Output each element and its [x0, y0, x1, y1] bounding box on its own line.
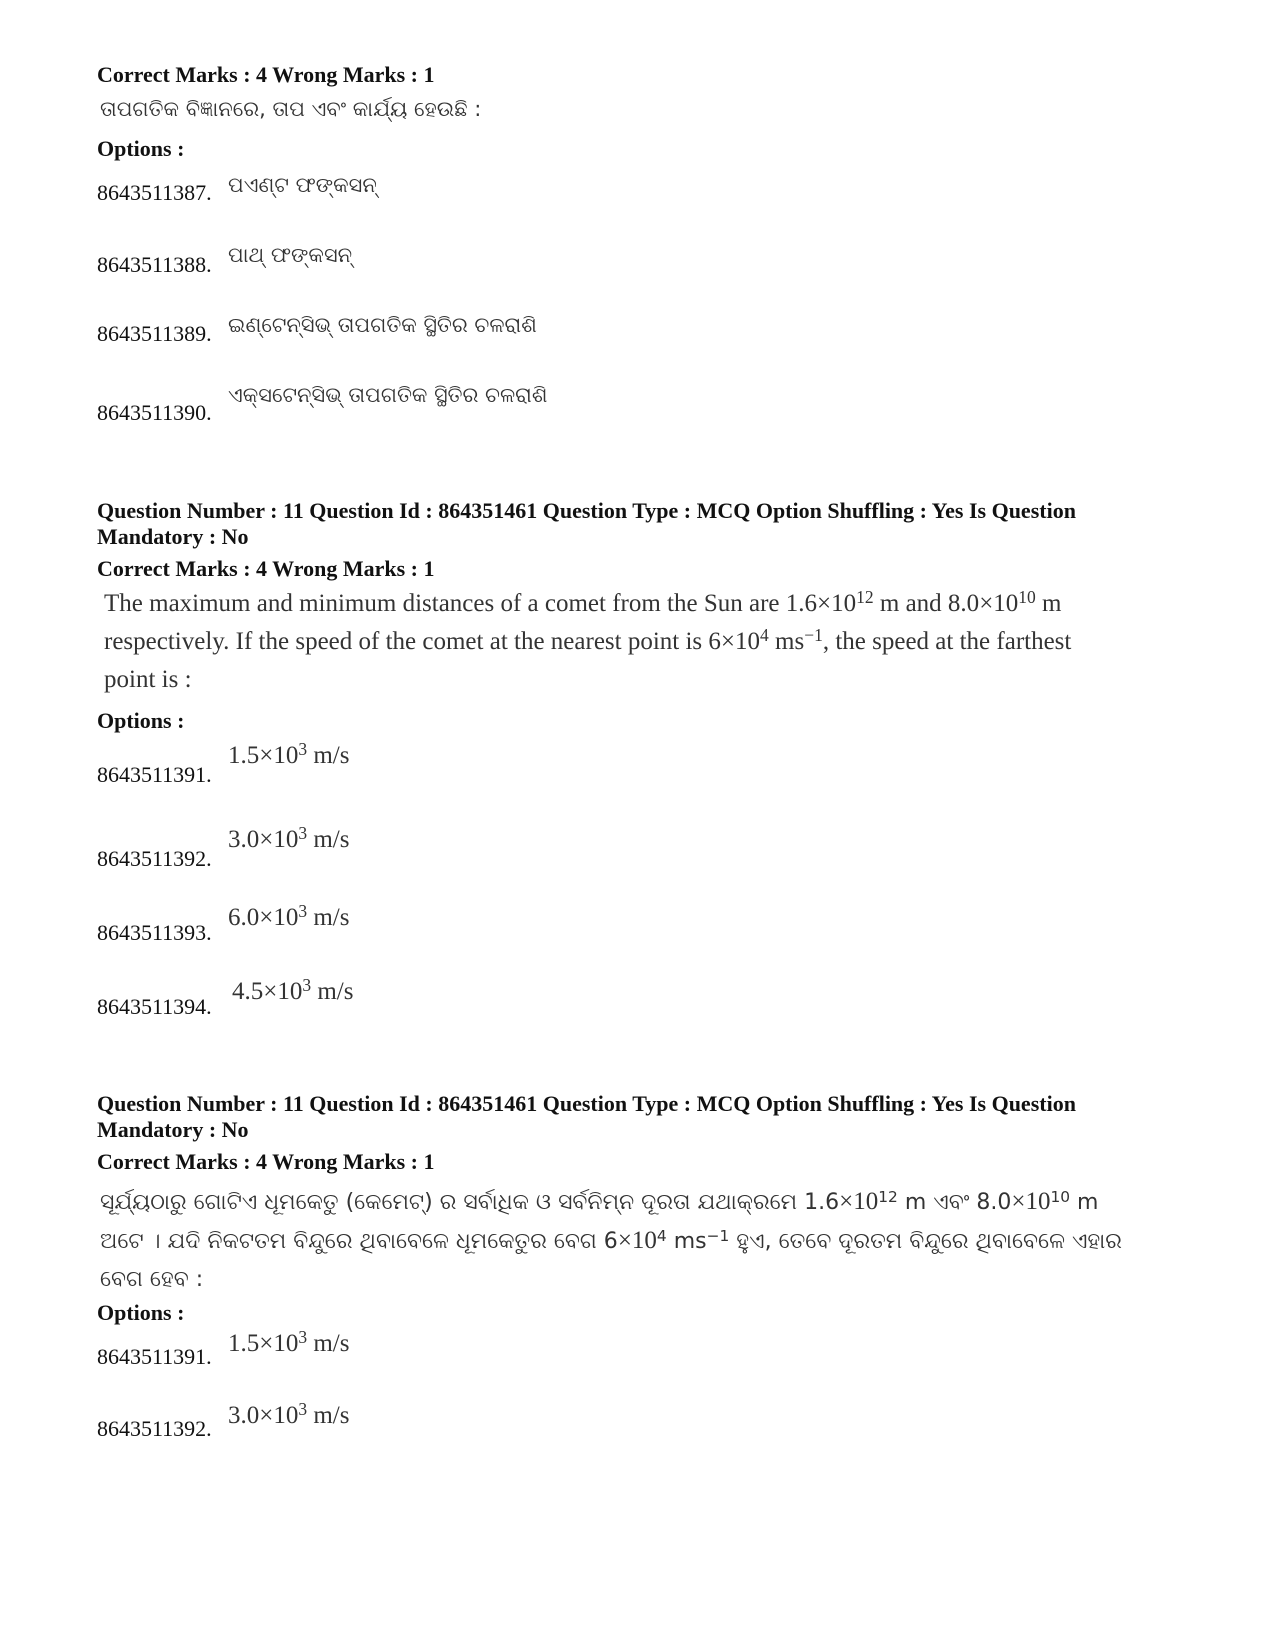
option-text: $1.5\times 10^3$ m/s [228, 1327, 350, 1357]
option-text: $3.0\times 10^3$ m/s [228, 1399, 350, 1429]
option-id: 8643511392. [97, 846, 212, 871]
option-text: ପାଥ୍ ଫଙ୍କସନ୍ [228, 243, 353, 267]
option-id: 8643511388. [97, 252, 212, 277]
option-id: 8643511389. [97, 321, 212, 346]
marks-line: Correct Marks : 4 Wrong Marks : 1 [97, 1149, 435, 1174]
option-text: $1.5\times 10^3$ m/s [228, 739, 350, 769]
question-header: Question Number : 11 Question Id : 864351461 Question Type : MCQ Option Shuffling : Yes Is Question Mandatory : No [97, 1091, 1076, 1142]
marks-line: Correct Marks : 4 Wrong Marks : 1 [97, 556, 435, 581]
option-id: 8643511392. [97, 1416, 212, 1441]
options-label: Options : [97, 1300, 185, 1325]
option-text: $3.0\times 10^3$ m/s [228, 823, 350, 853]
option-text: ପଏଣ୍ଟ ଫଙ୍କସନ୍ [228, 173, 377, 197]
question-text: ସୂର୍ଯ୍ୟଠାରୁ ଗୋଟିଏ ଧୂମକେତୁ (କେମେଟ୍) ର ସର୍ବାଧିକ ଓ ସର୍ବନିମ୍ନ ଦୂରତା ଯଥାକ୍ରମେ $1.6\times 10^{12}$ m ଏବଂ $8.0\times 10^{10}$ m ଅଟେ । ଯଦି ନିକଟତମ ବିନ୍ଦୁରେ ଥିବାବେଳେ ଧୂମକେତୁର ବେଗ $6\times 10^4$ $ms^{-1}$ ହୁଏ, ତେବେ ଦୂରତମ ବିନ୍ଦୁରେ ଥିବାବେଳେ ଏହାର ବେଗ ହେବ : [100, 1188, 1122, 1292]
options-label: Options : [97, 708, 185, 733]
option-text: ଏକ୍ସଟେନ୍‌ସିଭ୍ ତାପଗତିକ ସ୍ଥିତିର ଚଳରାଶି [228, 383, 548, 407]
question-header: Question Number : 11 Question Id : 864351461 Question Type : MCQ Option Shuffling : Yes Is Question Mandatory : No [97, 498, 1076, 549]
option-id: 8643511390. [97, 400, 212, 425]
option-id: 8643511393. [97, 920, 212, 945]
option-id: 8643511387. [97, 180, 212, 205]
option-text: $4.5\times 10^3$ m/s [232, 975, 354, 1005]
option-text: ଇଣ୍ଟେନ୍‌ସିଭ୍ ତାପଗତିକ ସ୍ଥିତିର ଚଳରାଶି [228, 313, 537, 337]
question-text: The maximum and minimum distances of a comet from the Sun are $1.6\times 10^{12}$ m and $8.0\times 10^{10}$ m respectively. If the speed of the comet at the nearest point is $6\times 10^4$ $ms^{-1}$, the speed at the farthest point is : [104, 587, 1072, 693]
marks-line: Correct Marks : 4 Wrong Marks : 1 [97, 62, 435, 87]
options-label: Options : [97, 136, 185, 161]
question-text: ତାପଗତିକ ବିଜ୍ଞାନରେ, ତାପ ଏବଂ କାର୍ଯ୍ୟ ହେଉଛି : [100, 97, 482, 121]
option-id: 8643511394. [97, 994, 212, 1019]
option-text: $6.0\times 10^3$ m/s [228, 901, 350, 931]
option-id: 8643511391. [97, 1344, 212, 1369]
option-id: 8643511391. [97, 762, 212, 787]
